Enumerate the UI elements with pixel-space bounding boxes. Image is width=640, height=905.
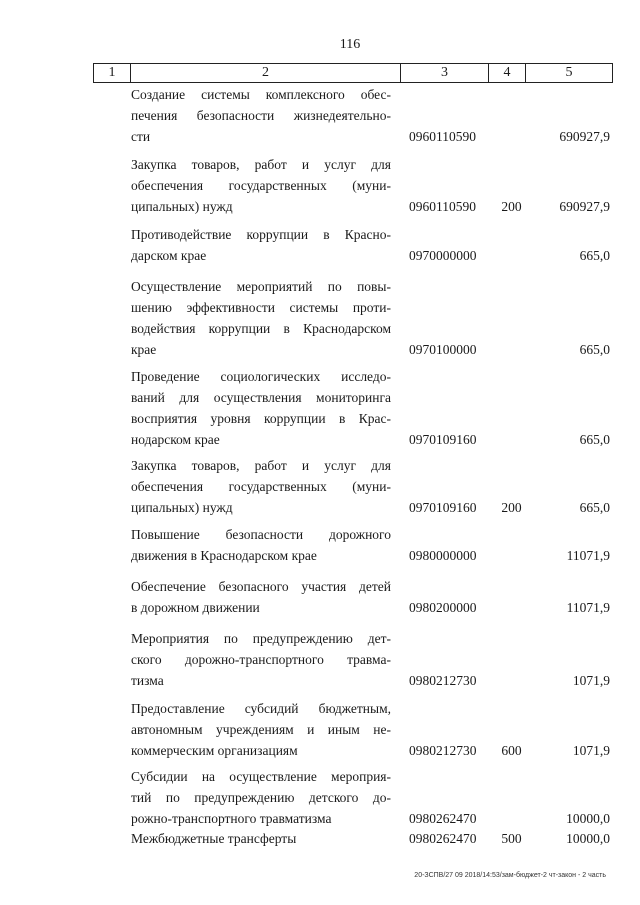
row-code: 0980212730 <box>409 673 477 688</box>
row-expense-type: 200 <box>501 199 522 214</box>
row-description <box>131 698 391 761</box>
description-line: Субсидии на осуществление мероприя- <box>131 769 391 784</box>
row-description <box>131 455 391 518</box>
row-code: 0970109160 <box>409 500 477 515</box>
row-expense-type: 500 <box>501 831 522 846</box>
description-line: восприятия уровня коррупции в Крас- <box>131 411 391 426</box>
description-line: Проведение социологических исследо- <box>131 369 391 384</box>
description-line: крае <box>131 342 157 357</box>
row-code: 0980000000 <box>409 548 477 563</box>
row-amount: 11071,9 <box>566 548 610 563</box>
page-number: 116 <box>339 37 361 52</box>
description-line: движения в Краснодарском крае <box>131 548 317 563</box>
header-col-2: 2 <box>131 64 401 82</box>
description-line: шению эффективности системы проти- <box>131 300 391 315</box>
description-line: Осуществление мероприятий по повы- <box>131 279 391 294</box>
row-amount: 665,0 <box>579 500 610 515</box>
row-amount: 665,0 <box>579 248 610 263</box>
row-amount: 665,0 <box>579 342 610 357</box>
description-line: Повышение безопасности дорожного <box>131 527 391 542</box>
header-col-5: 5 <box>565 65 573 80</box>
description-line: водействия коррупции в Краснодарском <box>131 321 391 336</box>
description-line: обеспечения государственных (муни- <box>131 479 391 494</box>
row-amount: 10000,0 <box>566 811 610 826</box>
row-code: 0960110590 <box>409 129 476 144</box>
description-line: Обеспечение безопасного участия детей <box>131 579 391 594</box>
row-amount: 665,0 <box>579 432 610 447</box>
row-amount: 690927,9 <box>559 129 610 144</box>
row-description <box>131 366 391 450</box>
description-line: тий по предупреждению детского до- <box>131 790 391 805</box>
footer-note: 20-ЗСПВ/27 09 2018/14:53/зам-бюджет-2 чт-закон - 2 часть <box>414 872 606 879</box>
row-code: 0970000000 <box>409 248 477 263</box>
row-amount: 11071,9 <box>566 600 610 615</box>
description-line: тизма <box>131 673 164 688</box>
row-description <box>131 276 391 360</box>
row-code: 0980212730 <box>409 743 477 758</box>
description-line: сти <box>131 129 151 144</box>
description-line: Создание системы комплексного обес- <box>131 87 391 102</box>
description-line: ского дорожно-транспортного травма- <box>131 652 391 667</box>
row-description <box>131 84 391 147</box>
row-amount: 690927,9 <box>559 199 610 214</box>
description-line: коммерческим организациям <box>131 743 298 758</box>
row-amount: 1071,9 <box>572 673 610 688</box>
row-expense-type: 600 <box>501 743 522 758</box>
description-line: Закупка товаров, работ и услуг для <box>131 157 391 172</box>
description-line: рожно-транспортного травматизма <box>131 811 332 826</box>
description-line: ваний для осуществления мониторинга <box>131 390 391 405</box>
row-description <box>131 524 391 566</box>
row-description <box>131 224 391 266</box>
description-line: в дорожном движении <box>131 600 260 615</box>
description-line: нодарском крае <box>131 432 220 447</box>
description-line: Мероприятия по предупреждению дет- <box>131 631 391 646</box>
row-code: 0980262470 <box>409 831 477 846</box>
header-col-3: 3 <box>401 64 489 82</box>
description-line: печения безопасности жизнедеятельно- <box>131 108 391 123</box>
description-line: Закупка товаров, работ и услуг для <box>131 458 391 473</box>
row-code: 0970109160 <box>409 432 477 447</box>
row-code: 0980262470 <box>409 811 477 826</box>
description-line: ципальных) нужд <box>131 500 233 515</box>
description-line: автономным учреждениям и иным не- <box>131 722 391 737</box>
description-line: ципальных) нужд <box>131 199 233 214</box>
description-line: Предоставление субсидий бюджетным, <box>131 701 391 716</box>
row-amount: 1071,9 <box>572 743 610 758</box>
row-description <box>131 828 391 849</box>
row-amount: 10000,0 <box>566 831 610 846</box>
row-code: 0970100000 <box>409 342 477 357</box>
row-description <box>131 154 391 217</box>
description-line: обеспечения государственных (муни- <box>131 178 391 193</box>
row-description <box>131 628 391 691</box>
header-col-1: 1 <box>94 64 131 82</box>
row-expense-type: 200 <box>501 500 522 515</box>
row-code: 0960110590 <box>409 199 476 214</box>
row-description <box>131 766 391 829</box>
description-line: Противодействие коррупции в Красно- <box>131 227 391 242</box>
description-line: Межбюджетные трансферты <box>131 831 297 846</box>
row-code: 0980200000 <box>409 600 477 615</box>
header-col-4: 4 <box>489 64 526 82</box>
description-line: дарском крае <box>131 248 207 263</box>
row-description <box>131 576 391 618</box>
